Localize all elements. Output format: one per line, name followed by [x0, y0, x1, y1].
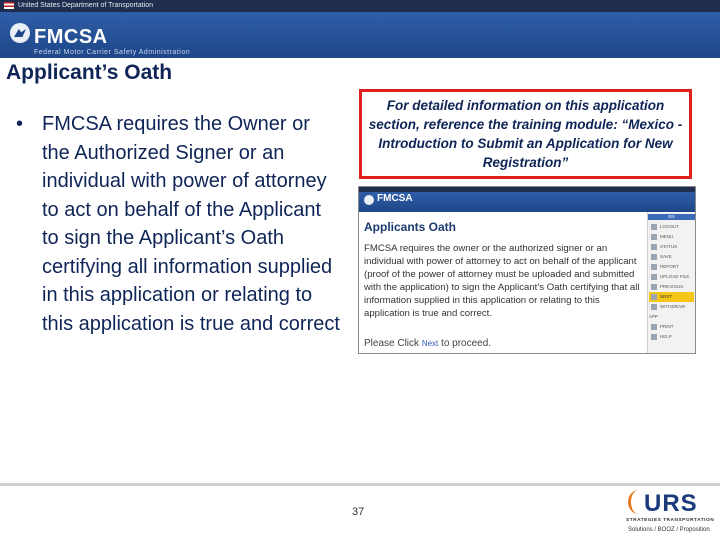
screenshot-sidebar	[647, 212, 695, 354]
sidebar-item-print[interactable]: PRINT	[649, 322, 694, 332]
screenshot-proceed-text	[364, 338, 491, 349]
gov-label: United States Department of Transportation	[18, 2, 154, 9]
sidebar-item-status[interactable]: STATUS	[649, 242, 694, 252]
callout-text: For detailed information on this application section, reference the training module: “Mexico - Introduction to Submit an Application for New Registration”	[368, 98, 683, 170]
sidebar-item-logout[interactable]: LOGOUT	[649, 222, 694, 232]
help-icon	[651, 334, 657, 340]
us-flag-icon	[4, 2, 14, 9]
agency-short-name: FMCSA	[34, 26, 108, 48]
sidebar-item-menu[interactable]: MENU	[649, 232, 694, 242]
urs-brand: URS	[644, 490, 698, 517]
agency-full-name: Federal Motor Carrier Safety Administration	[34, 49, 191, 56]
sidebar-item-next[interactable]: NEXT	[649, 292, 694, 302]
urs-tagline: Solutions / BOOZ / Proposition	[628, 527, 710, 533]
training-reference-callout	[359, 89, 692, 179]
urs-logo	[624, 490, 716, 536]
proceed-next-link[interactable]: Next	[421, 339, 439, 348]
menu-icon	[651, 234, 657, 240]
status-icon	[651, 244, 657, 250]
screenshot-body: FMCSA requires the owner or the authorized signer or an individual with power of attorney to act on behalf of the applicant (proof of the power of attorney must be uploaded and submitted with the application) to sign the Applicant’s Oath certifying that all information supplied in this application or relating to this application is true and correct.	[364, 243, 640, 319]
screenshot-agency-name: FMCSA	[377, 193, 413, 204]
agency-banner	[0, 12, 720, 58]
sidebar-item-withdraw[interactable]: WITHDRAW APP	[649, 304, 686, 319]
previous-icon	[651, 284, 657, 290]
screenshot-logo-icon	[364, 195, 374, 205]
sidebar-item-report[interactable]: REPORT	[649, 262, 694, 272]
proceed-prefix: Please Click	[364, 338, 420, 349]
bullet-text: FMCSA requires the Owner or the Authorized Signer or an individual with power of attorney to act on behalf of the Applicant to sign the Applicant’s Oath certifying all information supplied in this application or relating to this application is true and correct	[42, 113, 340, 335]
footer-divider	[0, 483, 720, 486]
upload-icon	[651, 274, 657, 280]
sidebar-item-save[interactable]: SAVE	[649, 252, 694, 262]
screenshot-title: Applicants Oath	[364, 220, 457, 234]
report-icon	[651, 264, 657, 270]
bullet-icon: •	[16, 113, 24, 135]
page-number: 37	[352, 506, 365, 518]
logout-icon	[651, 224, 657, 230]
sidebar-item-previous[interactable]: PREVIOUS	[649, 282, 694, 292]
urs-subtitle: STRATEGIES TRANSPORTATION	[626, 518, 715, 523]
sidebar-item-upload-file[interactable]: UPLOAD FILE	[649, 272, 694, 282]
slide-title: Applicant’s Oath	[6, 61, 173, 84]
sidebar-item-help[interactable]: HELP	[649, 332, 694, 342]
application-screenshot	[358, 186, 696, 354]
print-icon	[651, 324, 657, 330]
screenshot-sidebar-top[interactable]: EN	[648, 214, 695, 220]
next-icon	[651, 294, 657, 300]
proceed-suffix: to proceed.	[441, 338, 492, 349]
gov-topbar	[0, 0, 720, 12]
save-icon	[651, 254, 657, 260]
withdraw-icon	[651, 304, 657, 310]
fmcsa-logo-icon	[10, 23, 30, 43]
